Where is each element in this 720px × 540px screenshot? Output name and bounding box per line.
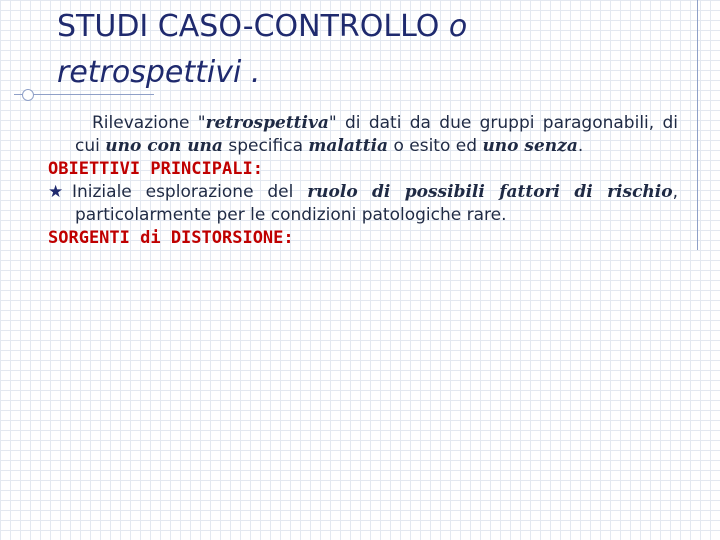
intro-text: .: [577, 136, 584, 156]
intro-text: " di dati da due gruppi paragonabili, di cui: [75, 113, 679, 156]
intro-emphasis: uno con una: [105, 136, 223, 156]
bullet-text: , particolarmente per le condizioni patologiche rare.: [75, 182, 678, 225]
bias-sources-heading: SORGENTI di DISTORSIONE:: [48, 228, 294, 248]
bullet-emphasis: ruolo di possibili fattori di rischio: [307, 182, 673, 202]
title-text: STUDI CASO-CONTROLLO: [57, 9, 449, 44]
intro-emphasis: malattia: [308, 136, 389, 156]
right-divider: [697, 0, 698, 250]
title-underline: [14, 94, 154, 95]
intro-paragraph: [48, 112, 678, 158]
intro-text: Rilevazione ": [92, 113, 206, 133]
decorative-circle: [22, 89, 34, 101]
intro-text: o esito ed: [388, 136, 483, 156]
objective-bullet: [48, 181, 678, 227]
intro-emphasis: uno senza: [482, 136, 578, 156]
star-icon: ★: [48, 182, 64, 202]
slide-title: [57, 4, 677, 96]
intro-text: specifica: [222, 136, 309, 156]
bullet-text: Iniziale esplorazione del: [72, 182, 308, 202]
slide-body: [48, 112, 678, 250]
intro-emphasis: retrospettiva: [205, 113, 329, 133]
objectives-heading: OBIETTIVI PRINCIPALI:: [48, 159, 263, 179]
title-second-line: retrospettivi .: [57, 55, 261, 90]
title-italic-text: o: [448, 9, 468, 44]
